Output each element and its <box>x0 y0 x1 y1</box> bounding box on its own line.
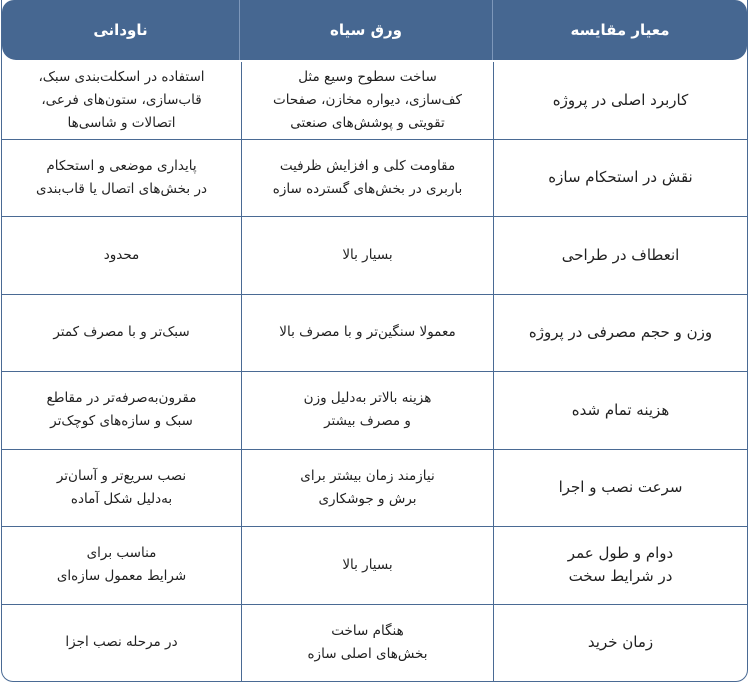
header-criterion: معیار مقایسه <box>492 0 747 60</box>
black-sheet-text: بسیار بالا <box>342 246 393 263</box>
criterion-text: هزینه تمام شده <box>571 400 670 419</box>
table-row <box>2 295 747 373</box>
criterion-text: دوام و طول عمر در شرایط سخت <box>567 544 674 586</box>
black-sheet-cell <box>241 372 493 449</box>
channel-text: محدود <box>103 246 140 263</box>
black-sheet-cell <box>241 140 493 217</box>
criterion-cell <box>493 527 747 604</box>
black-sheet-text: ساخت سطوح وسیع مثل کف‌سازی، دیواره مخازن، صفحات تقویتی و پوشش‌های صنعتی <box>273 68 462 131</box>
criterion-text: انعطاف در طراحی <box>561 245 680 264</box>
black-sheet-text: بسیار بالا <box>342 556 393 573</box>
criterion-cell <box>493 62 747 139</box>
table-row <box>2 140 747 218</box>
channel-cell <box>2 450 241 527</box>
black-sheet-cell <box>241 62 493 139</box>
black-sheet-text: نیازمند زمان بیشتر برای برش و جوشکاری <box>300 467 435 507</box>
black-sheet-text: هزینه بالاتر به‌دلیل وزن و مصرف بیشتر <box>303 390 432 430</box>
criterion-cell <box>493 605 747 682</box>
criterion-cell <box>493 140 747 217</box>
table-row <box>2 527 747 605</box>
table-row <box>2 62 747 140</box>
channel-text: پایداری موضعی و استحکام در بخش‌های اتصال یا قاب‌بندی <box>36 157 207 197</box>
black-sheet-cell <box>241 527 493 604</box>
channel-cell <box>2 605 241 682</box>
header-black-sheet: ورق سیاه <box>239 0 492 60</box>
black-sheet-cell <box>241 450 493 527</box>
black-sheet-cell <box>241 217 493 294</box>
black-sheet-cell <box>241 295 493 372</box>
criterion-cell <box>493 372 747 449</box>
criterion-text: وزن و حجم مصرفی در پروژه <box>528 323 713 342</box>
table-row <box>2 372 747 450</box>
table-header <box>2 0 747 60</box>
criterion-cell <box>493 450 747 527</box>
black-sheet-cell <box>241 605 493 682</box>
channel-cell <box>2 62 241 139</box>
black-sheet-text: معمولا سنگین‌تر و با مصرف بالا <box>279 324 456 341</box>
criterion-text: زمان خرید <box>587 633 654 652</box>
channel-cell <box>2 372 241 449</box>
channel-cell <box>2 140 241 217</box>
channel-cell <box>2 217 241 294</box>
channel-cell <box>2 527 241 604</box>
criterion-cell <box>493 217 747 294</box>
table-row <box>2 217 747 295</box>
channel-text: سبک‌تر و با مصرف کمتر <box>53 324 190 341</box>
criterion-text: سرعت نصب و اجرا <box>558 478 683 497</box>
table-body <box>2 62 747 681</box>
criterion-text: کاربرد اصلی در پروژه <box>552 90 689 109</box>
black-sheet-text: مقاومت کلی و افزایش ظرفیت باربری در بخش‌های گسترده سازه <box>272 157 463 197</box>
channel-text: استفاده در اسکلت‌بندی سبک، قاب‌سازی، ستون‌های فرعی، اتصالات و شاسی‌ها <box>38 68 205 131</box>
channel-text: مناسب برای شرایط معمول سازه‌ای <box>56 545 187 585</box>
criterion-text: نقش در استحکام سازه <box>548 168 693 187</box>
black-sheet-text: هنگام ساخت بخش‌های اصلی سازه <box>307 622 428 662</box>
table-row <box>2 450 747 528</box>
header-channel: ناودانی <box>93 21 148 39</box>
criterion-cell <box>493 295 747 372</box>
comparison-table <box>1 0 748 682</box>
channel-text: مقرون‌به‌صرفه‌تر در مقاطع سبک و سازه‌های کوچک‌تر <box>46 390 197 430</box>
channel-cell <box>2 295 241 372</box>
channel-text: در مرحله نصب اجزا <box>65 634 178 651</box>
table-row <box>2 605 747 682</box>
channel-text: نصب سریع‌تر و آسان‌تر به‌دلیل شکل آماده <box>56 467 187 507</box>
